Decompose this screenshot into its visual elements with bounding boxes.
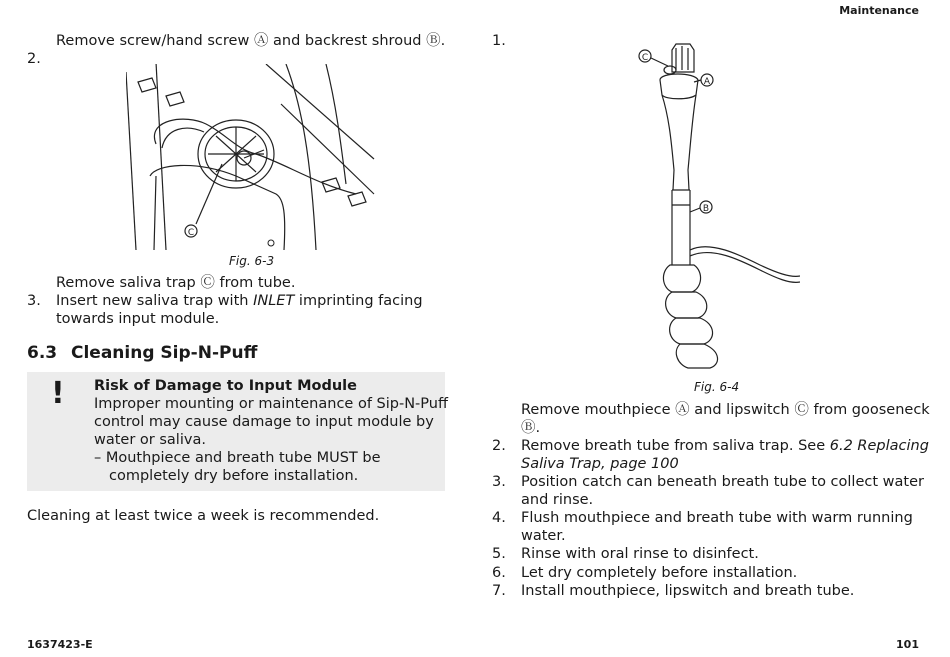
step-7-text: Install mouthpiece, lipswitch and breath tube. [521, 583, 855, 599]
step-number: 3. [492, 474, 506, 490]
warning-box [27, 372, 448, 491]
step-3-line1: Insert new saliva trap with INLET imprinting facing [56, 293, 423, 309]
figure-gooseneck-mouthpiece [600, 40, 800, 375]
step-remove-mouthpiece: Remove mouthpiece Ⓐ and lipswitch Ⓒ from gooseneck [521, 402, 930, 418]
step-number: 4. [492, 510, 506, 526]
warning-line-3: water or saliva. [94, 432, 206, 448]
step-3-line1: Position catch can beneath breath tube to collect water [521, 474, 924, 490]
section-title: Cleaning Sip-N-Puff [71, 343, 258, 363]
step-remove-saliva-trap: Remove saliva trap Ⓒ from tube. [56, 275, 296, 291]
warning-title: Risk of Damage to Input Module [94, 378, 357, 394]
warning-bullet-line-1: – Mouthpiece and breath tube MUST be [94, 450, 381, 466]
document-id: 1637423-E [27, 638, 93, 651]
figure-label-c: C [641, 53, 649, 63]
step-6-text: Let dry completely before installation. [521, 565, 798, 581]
step-remove-screw: Remove screw/hand screw Ⓐ and backrest shroud Ⓑ. [56, 33, 446, 49]
step-4-line1: Flush mouthpiece and breath tube with warm running [521, 510, 913, 526]
cross-reference-link[interactable]: 6.2 Replacing [829, 438, 929, 454]
step-number-1: 1. [492, 33, 506, 49]
warning-line-1: Improper mounting or maintenance of Sip-N-Puff [94, 396, 448, 412]
step-2-line1: Remove breath tube from saliva trap. See 6.2 Replacing [521, 438, 929, 454]
figure-label-a: A [703, 77, 711, 87]
cross-reference-link[interactable]: Saliva Trap, page 100 [521, 456, 679, 472]
step-number-2: 2. [27, 51, 41, 67]
step-number: 7. [492, 583, 506, 599]
step-number-3: 3. [27, 293, 41, 309]
warning-icon: ! [51, 376, 65, 411]
step-2-line2 [521, 455, 679, 473]
warning-line-2: control may cause damage to input module by [94, 414, 434, 430]
section-number: 6.3 [27, 343, 58, 363]
step-number: 2. [492, 438, 506, 454]
figure-label-c: C [187, 228, 195, 238]
figure-caption-6-3: Fig. 6-3 [229, 254, 275, 268]
page-number: 101 [896, 638, 919, 651]
running-header: Maintenance [839, 4, 919, 17]
warning-bullet-line-2: completely dry before installation. [109, 468, 359, 484]
step-remove-mouthpiece-line2: Ⓑ. [521, 420, 541, 436]
figure-caption-6-4: Fig. 6-4 [694, 380, 740, 394]
step-3-line2: towards input module. [56, 311, 220, 327]
step-5-text: Rinse with oral rinse to disinfect. [521, 546, 759, 562]
step-3-line2: and rinse. [521, 492, 594, 508]
step-number: 5. [492, 546, 506, 562]
step-number: 6. [492, 565, 506, 581]
step-4-line2: water. [521, 528, 566, 544]
figure-backrest-saliva-trap [126, 64, 376, 250]
cleaning-recommendation: Cleaning at least twice a week is recommended. [27, 508, 380, 524]
figure-label-b: B [702, 204, 710, 214]
